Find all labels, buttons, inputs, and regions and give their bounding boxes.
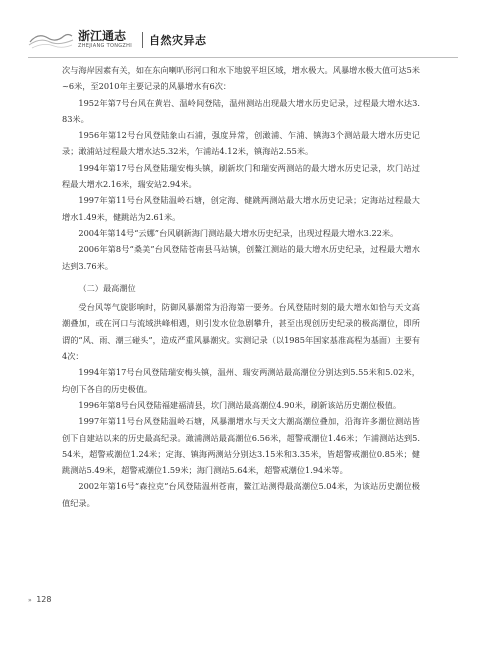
page-marker-icon: » <box>28 597 32 604</box>
zhejiang-tongzhi-logo-icon <box>28 28 74 50</box>
brand-subtitle: ZHEJIANG TONGZHI <box>78 43 132 49</box>
page-number: 128 <box>36 595 52 604</box>
body-text <box>62 62 420 511</box>
paragraph: 2004年第14号“云娜”台风刷新海门测站最大增水历史纪录，出现过程最大增水3.22米。 <box>78 227 399 238</box>
paragraph: 次与海岸因素有关，如在东向喇叭形河口和水下地貌平坦区域，增水极大。风暴增水极大值可达5米~6米，至2010年主要记录的风暴增水有6次： <box>62 65 420 92</box>
paragraph: 2006年第8号“桑美”台风登陆苍南县马站镇，创鳌江测站的最大增水历史纪录，过程最大增水达到3.76米。 <box>62 244 420 271</box>
paragraph: 1994年第17号台风登陆瑞安梅头镇，刷新坎门和瑞安两测站的最大增水历史记录，坎门站过程最大增水2.16米，瑞安站2.94米。 <box>62 162 420 190</box>
paragraph: 受台风等气旋影响时，防御风暴潮常为沿海第一要务。台风登陆时刻的最大增水如恰与天文高潮叠加，或在河口与流域洪峰相遇，则引发水位急剧攀升，甚至出现创历史纪录的极高潮位，即所谓的“风、雨、潮三碰头”，造成严重风暴潮灾。实测记录（以1985年国家基准高程为基面）主要有4次： <box>62 302 420 362</box>
page-footer <box>28 595 52 604</box>
brand-block <box>78 30 140 50</box>
subsection-heading: （二）最高潮位 <box>78 282 136 293</box>
paragraph: 2002年第16号“森拉克”台风登陆温州苍南，鳌江站测得最高潮位5.04米，为该站历史潮位极值纪录。 <box>62 481 420 508</box>
paragraph: 1996年第8号台风登陆福建福清县，坎门测站最高潮位4.90米，刷新该站历史潮位极值。 <box>78 399 402 410</box>
header-rule <box>28 57 458 58</box>
section-title: 自然灾异志 <box>149 34 207 47</box>
paragraph: 1997年第11号台风登陆温岭石塘，风暴潮增水与天文大潮高潮位叠加，沿海许多潮位测站皆创下自建站以来的历史最高纪录。澉浦测站最高潮位6.56米，超警戒潮位1.46米；乍浦测站达到5.54米，超警戒潮位1.24米；定海、镇海两测站分别达3.15米和3.35米，皆超警戒潮位0.85米；健跳测站5.49米，超警戒潮位1.59米；海门测站5.64米，超警戒潮位1.94米等。 <box>62 416 420 476</box>
header-divider <box>142 32 143 48</box>
brand-title: 浙江通志 <box>78 29 127 43</box>
paragraph: 1994年第17号台风登陆瑞安梅头镇，温州、瑞安两测站最高潮位分别达到5.55米和5.02米，均创下各自的历史极值。 <box>62 367 420 394</box>
paragraph: 1997年第11号台风登陆温岭石塘，创定海、健跳两测站最大增水历史记录；定海站过程最大增水1.49米，健跳站为2.61米。 <box>62 195 420 222</box>
paragraph: 1956年第12号台风登陆象山石浦，强度异常，创澉浦、乍浦、镇海3个测站最大增水历史记录；澉浦站过程最大增水达5.32米，乍浦站4.12米，镇海站2.55米。 <box>62 130 420 157</box>
paragraph: 1952年第7号台风在黄岩、温岭间登陆，温州测站出现最大增水历史记录，过程最大增水达3.83米。 <box>62 97 420 124</box>
